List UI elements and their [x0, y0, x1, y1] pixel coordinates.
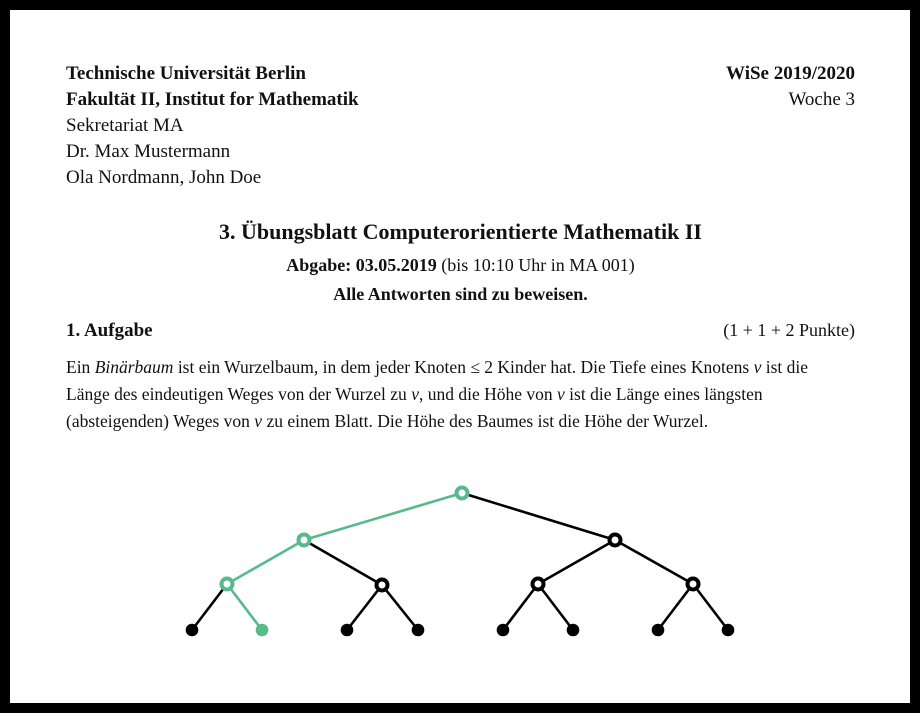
document-header: [66, 61, 855, 191]
tree-leaf-node-l8: [722, 624, 735, 637]
tree-internal-node-LL: [222, 579, 233, 590]
deadline-line: [66, 253, 855, 277]
term-binaerbaum: Binärbaum: [94, 357, 174, 377]
tree-internal-node-L: [299, 535, 310, 546]
task-heading-row: [66, 320, 855, 342]
tree-edge-RR-l8: [693, 584, 728, 630]
math-var-v: v: [254, 411, 263, 431]
tree-leaf-node-l3: [341, 624, 354, 637]
tree-leaf-node-l7: [652, 624, 665, 637]
paragraph-run: Ein: [66, 357, 95, 377]
tree-leaf-node-l4: [412, 624, 425, 637]
secretariat-line: Sekretariat MA: [66, 115, 184, 136]
deadline-details: (bis 10:10 Uhr in MA 001): [436, 255, 635, 275]
tree-leaf-node-l5: [497, 624, 510, 637]
tree-edge-L-LL: [227, 540, 304, 584]
paragraph-run: ist die Länge des eindeutigen Weges von der Wurzel zu: [66, 357, 809, 404]
semester-label: WiSe 2019/2020: [726, 63, 855, 84]
faculty-name: Fakultät II, Institut for Mathematik: [66, 89, 359, 110]
document-page: [10, 10, 910, 703]
tree-leaf-node-l1: [186, 624, 199, 637]
paragraph-run: ist ein Wurzelbaum, in dem jeder Knoten ≤ 2 Kinder hat. Die Tiefe eines Knotens: [173, 357, 754, 377]
tree-edge-L-LR: [304, 540, 382, 585]
header-institution-block: [66, 61, 359, 191]
proof-notice: Alle Antworten sind zu beweisen.: [333, 284, 588, 304]
paragraph-run: zu einem Blatt. Die Höhe des Baumes ist die Höhe der Wurzel.: [262, 411, 709, 431]
binary-tree-svg: [10, 475, 910, 685]
tree-edge-LL-l1: [192, 584, 227, 630]
tree-internal-node-RL: [533, 579, 544, 590]
math-var-v: v: [557, 384, 565, 404]
tree-internal-node-RR: [688, 579, 699, 590]
task-points: (1 + 1 + 2 Punkte): [723, 320, 855, 340]
task-number-heading: 1. Aufgabe: [66, 320, 153, 341]
tree-leaf-node-l6: [567, 624, 580, 637]
title-block: [66, 217, 855, 306]
assistants-line: Ola Nordmann, John Doe: [66, 167, 262, 188]
paragraph-run: , und die Höhe von: [418, 384, 558, 404]
tree-edge-root-L: [304, 493, 462, 540]
sheet-title: 3. Übungsblatt Computerorientierte Mathematik II: [219, 219, 702, 244]
tree-edge-root-R: [462, 493, 615, 540]
tree-internal-node-root: [457, 488, 468, 499]
tree-edge-RL-l5: [503, 584, 538, 630]
deadline-date: Abgabe: 03.05.2019: [286, 255, 437, 275]
week-label: Woche 3: [788, 89, 855, 110]
lecturer-line: Dr. Max Mustermann: [66, 141, 231, 162]
tree-edge-R-RR: [615, 540, 693, 584]
task-description: [66, 354, 855, 435]
tree-edge-RL-l6: [538, 584, 573, 630]
math-var-v: v: [411, 384, 419, 404]
binary-tree-figure: [10, 475, 910, 685]
header-semester-block: [726, 61, 855, 113]
tree-internal-node-LR: [377, 580, 388, 591]
tree-edge-LR-l3: [347, 585, 382, 630]
math-var-v: v: [753, 357, 762, 377]
tree-edge-RR-l7: [658, 584, 693, 630]
tree-internal-node-R: [610, 535, 621, 546]
tree-edge-R-RL: [538, 540, 615, 584]
paragraph-run: ist die Länge eines längsten (absteigenden) Weges von: [66, 384, 763, 431]
tree-edge-LR-l4: [382, 585, 418, 630]
tree-leaf-node-l2: [256, 624, 269, 637]
tree-edge-LL-l2: [227, 584, 262, 630]
institution-name: Technische Universität Berlin: [66, 63, 306, 84]
